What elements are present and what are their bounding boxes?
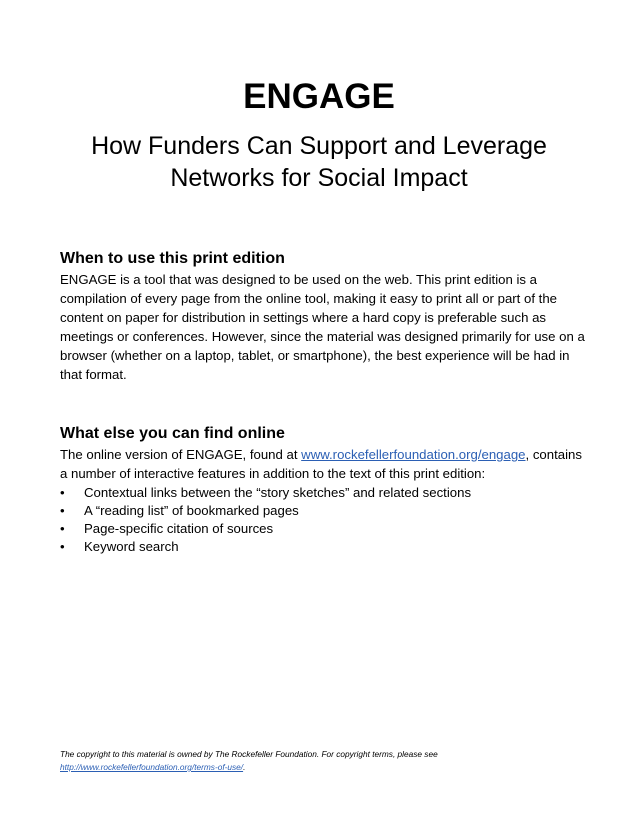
online-features-list — [60, 484, 590, 557]
list-item — [60, 538, 590, 556]
copyright-footer — [60, 748, 580, 774]
list-item-text: A “reading list” of bookmarked pages — [84, 503, 299, 519]
copyright-text: The copyright to this material is owned by The Rockefeller Foundation. For copyright terms, please see — [60, 749, 438, 759]
bullet-icon: • — [60, 484, 65, 500]
print-edition-section — [60, 249, 590, 384]
terms-of-use-link[interactable]: http://www.rockefellerfoundation.org/terms-of-use/ — [60, 762, 244, 772]
online-intro-start: The online version of ENGAGE, found at — [60, 447, 302, 462]
list-item — [60, 502, 590, 520]
list-item-text: Contextual links between the “story sketches” and related sections — [84, 484, 472, 500]
online-heading: What else you can find online — [60, 425, 285, 442]
online-intro-end: , contains a number of interactive features in addition to the text of this print edition: — [60, 447, 582, 481]
footer-period: . — [243, 762, 246, 772]
print-edition-body: ENGAGE is a tool that was designed to be used on the web. This print edition is a compilation of every page from the online tool, making it easy to print all or part of the content on paper for distribution in settings where a hard copy is preferable such as meetings or conferences. However, since the material was designed primarily for use on a browser (whether on a laptop, tablet, or smartphone), the best experience will be had in that format. — [60, 272, 585, 382]
online-intro — [60, 446, 590, 484]
list-item — [60, 484, 590, 502]
bullet-icon: • — [60, 539, 65, 555]
bullet-icon: • — [60, 521, 65, 537]
bullet-icon: • — [60, 503, 65, 519]
list-item-text: Page-specific citation of sources — [84, 521, 274, 537]
list-item — [60, 520, 590, 538]
document-subtitle: How Funders Can Support and Leverage Networks for Social Impact — [91, 132, 547, 192]
online-section — [60, 424, 590, 557]
engage-website-link[interactable]: www.rockefellerfoundation.org/engage — [301, 447, 526, 462]
list-item-text: Keyword search — [84, 539, 179, 555]
print-edition-heading: When to use this print edition — [60, 250, 285, 267]
document-title: ENGAGE — [243, 77, 395, 116]
